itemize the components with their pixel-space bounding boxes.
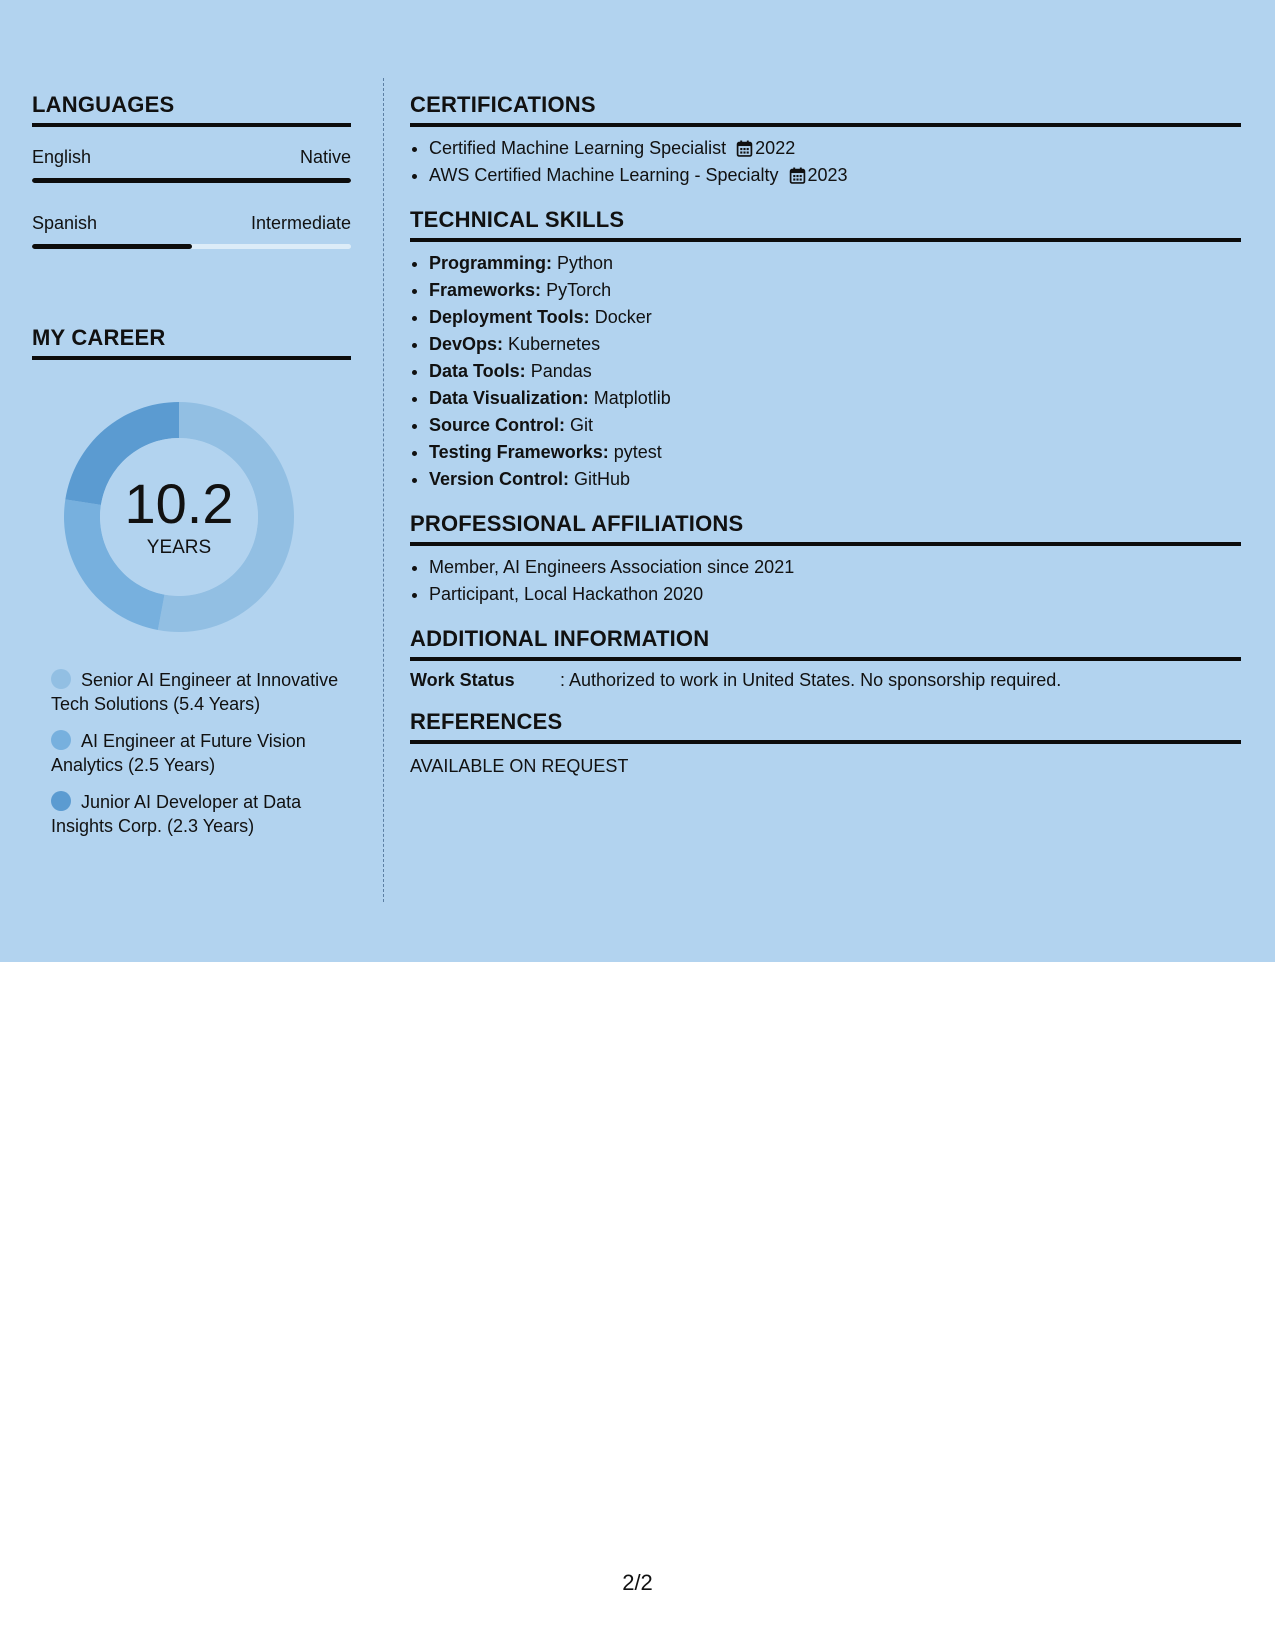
career-heading: MY CAREER bbox=[32, 325, 351, 360]
skill-label: Testing Frameworks: bbox=[429, 442, 609, 462]
donut-center bbox=[64, 402, 294, 632]
affiliations-list bbox=[410, 554, 1241, 608]
skill-value: Git bbox=[570, 415, 594, 435]
language-level: Intermediate bbox=[250, 213, 351, 233]
certification-name: AWS Certified Machine Learning - Specialty bbox=[429, 165, 779, 185]
skill-value: Matplotlib bbox=[593, 388, 671, 408]
skill-item bbox=[429, 331, 1241, 358]
certification-year: 2023 bbox=[807, 165, 848, 185]
legend-item bbox=[51, 790, 341, 838]
skill-value: GitHub bbox=[574, 469, 631, 489]
references-text: AVAILABLE ON REQUEST bbox=[410, 756, 629, 776]
technical-skills-list bbox=[410, 250, 1241, 493]
skill-value: Python bbox=[557, 253, 614, 273]
skill-value: PyTorch bbox=[546, 280, 612, 300]
calendar-icon bbox=[789, 167, 806, 184]
language-item bbox=[32, 213, 351, 249]
language-name: English bbox=[32, 147, 92, 167]
certification-item bbox=[429, 162, 1241, 189]
language-item bbox=[32, 147, 351, 183]
skill-value: Kubernetes bbox=[508, 334, 601, 354]
certification-item bbox=[429, 135, 1241, 162]
skill-item bbox=[429, 412, 1241, 439]
skill-label: Deployment Tools: bbox=[429, 307, 590, 327]
skill-value: Pandas bbox=[530, 361, 592, 381]
legend-label: Junior AI Developer at Data Insights Corp. (2.3 Years) bbox=[51, 792, 302, 836]
language-proficiency-fill bbox=[32, 178, 351, 183]
legend-dot-icon bbox=[51, 730, 71, 750]
affiliations-heading: PROFESSIONAL AFFILIATIONS bbox=[410, 511, 1241, 546]
language-proficiency-fill bbox=[32, 244, 192, 249]
skill-item bbox=[429, 439, 1241, 466]
career-total-value: 10.2 bbox=[124, 472, 234, 535]
legend-label: AI Engineer at Future Vision Analytics (2.5 Years) bbox=[51, 731, 306, 775]
languages-heading: LANGUAGES bbox=[32, 92, 351, 127]
certifications-heading: CERTIFICATIONS bbox=[410, 92, 1241, 127]
column-divider bbox=[383, 78, 384, 902]
language-name: Spanish bbox=[32, 213, 98, 233]
legend-item bbox=[51, 729, 341, 777]
legend-label: Senior AI Engineer at Innovative Tech Solutions (5.4 Years) bbox=[51, 670, 339, 714]
legend-item bbox=[51, 668, 341, 716]
career-total-unit: YEARS bbox=[146, 537, 212, 558]
technical-skills-heading: TECHNICAL SKILLS bbox=[410, 207, 1241, 242]
career-donut-chart bbox=[64, 402, 294, 632]
left-column bbox=[32, 92, 351, 851]
additional-info-heading: ADDITIONAL INFORMATION bbox=[410, 626, 1241, 661]
affiliation-item: • Participant, Local Hackathon 2020 bbox=[429, 581, 1241, 608]
career-legend bbox=[51, 668, 341, 838]
language-proficiency-bar bbox=[32, 244, 351, 249]
certifications-list bbox=[410, 135, 1241, 189]
skill-item bbox=[429, 385, 1241, 412]
skill-value: Docker bbox=[594, 307, 652, 327]
skill-label: Frameworks: bbox=[429, 280, 542, 300]
skill-item bbox=[429, 358, 1241, 385]
skill-item bbox=[429, 250, 1241, 277]
calendar-icon bbox=[736, 140, 753, 157]
certification-name: Certified Machine Learning Specialist bbox=[429, 138, 727, 158]
work-status-row bbox=[410, 670, 1241, 691]
skill-item bbox=[429, 277, 1241, 304]
work-status-label: Work Status bbox=[410, 670, 515, 690]
skill-label: Programming: bbox=[429, 253, 553, 273]
right-column bbox=[410, 92, 1241, 777]
skill-label: DevOps: bbox=[429, 334, 504, 354]
affiliation-item: • Member, AI Engineers Association since 2021 bbox=[429, 554, 1241, 581]
legend-dot-icon bbox=[51, 791, 71, 811]
certification-year: 2022 bbox=[755, 138, 796, 158]
language-level: Native bbox=[299, 147, 351, 167]
skill-label: Version Control: bbox=[429, 469, 570, 489]
skill-label: Data Visualization: bbox=[429, 388, 589, 408]
language-proficiency-bar bbox=[32, 178, 351, 183]
skill-label: Source Control: bbox=[429, 415, 566, 435]
references-heading: REFERENCES bbox=[410, 709, 1241, 744]
page-number: 2/2 bbox=[622, 1570, 653, 1595]
work-status-value: : Authorized to work in United States. No sponsorship required. bbox=[560, 670, 1062, 690]
skill-item bbox=[429, 466, 1241, 493]
skill-label: Data Tools: bbox=[429, 361, 526, 381]
skill-item bbox=[429, 304, 1241, 331]
skill-value: pytest bbox=[613, 442, 662, 462]
legend-dot-icon bbox=[51, 669, 71, 689]
